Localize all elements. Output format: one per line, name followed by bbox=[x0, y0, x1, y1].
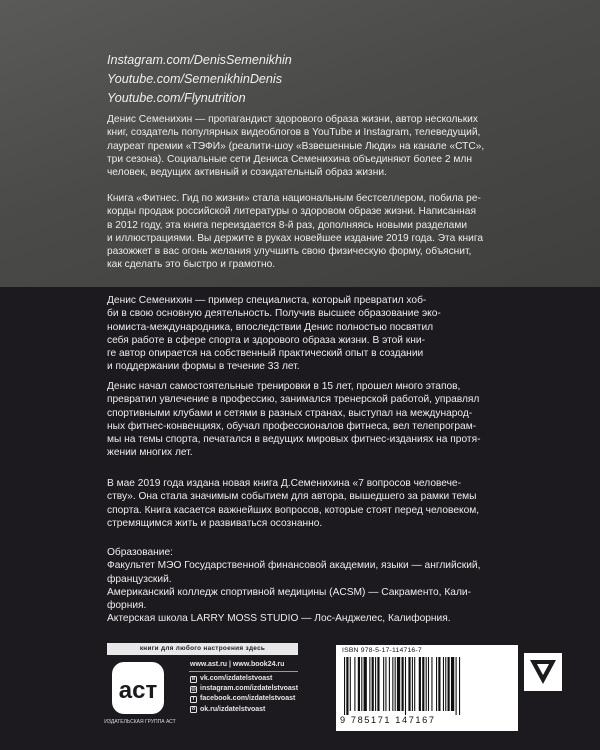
barcode-bar bbox=[354, 657, 355, 711]
text-line: Денис Семенихин — пример специалиста, который превратил хоб- bbox=[107, 295, 427, 306]
text-line: как сделать это быстро и грамотно. bbox=[107, 259, 276, 271]
barcode-bar bbox=[344, 657, 345, 715]
ok-icon: о bbox=[191, 706, 196, 713]
barcode-bar bbox=[383, 657, 384, 711]
barcode bbox=[342, 657, 512, 715]
barcode-bar bbox=[375, 657, 376, 711]
vk-link-text: vk.com/izdatelstvoast bbox=[200, 675, 273, 682]
text-line: номиста-международника, впоследствии Денис полностью посвятил bbox=[107, 321, 434, 333]
barcode-number: 9 785171 147167 bbox=[340, 715, 436, 725]
facebook-icon: f bbox=[190, 696, 197, 703]
barcode-bar bbox=[438, 657, 440, 711]
text-line: и поддержании формы в течение 33 лет. bbox=[107, 361, 300, 373]
text-line: в 2012 году, эта книга переиздается 8-й раз, дополняясь новыми разделами bbox=[107, 219, 468, 231]
text-line: и иллюстрациями. Вы держите в руках новейшее издание 2019 года. Эта книга bbox=[107, 232, 484, 244]
facebook-link-text: facebook.com/izdatelstvoast bbox=[200, 695, 296, 703]
vk-icon: в bbox=[191, 675, 196, 682]
text-line: ству». Она стала значимым событием для автора, вышедшего за рамки темы bbox=[107, 491, 477, 503]
barcode-panel bbox=[336, 645, 518, 731]
publisher-logo-text: аст bbox=[118, 677, 158, 704]
ok-link-text: ok.ru/izdatelstvoast bbox=[200, 705, 266, 713]
barcode-bar bbox=[377, 657, 379, 711]
text-line: стремящимся жить и развиваться осознанно. bbox=[107, 517, 323, 529]
specialist-paragraph bbox=[107, 294, 499, 374]
facebook-link[interactable] bbox=[190, 694, 298, 704]
barcode-bar bbox=[389, 657, 390, 711]
publisher-social-links bbox=[190, 674, 298, 715]
text-line: спортивными клубами и сетями в разных странах, выступал на международ- bbox=[107, 407, 473, 419]
text-line: человек, ведущих активный и созидательный образ жизни. bbox=[107, 167, 387, 179]
text-line: лауреат премии «ТЭФИ» (реалити-шоу «Взвешенные Люди» на канале «СТС», bbox=[107, 140, 485, 152]
barcode-bar bbox=[361, 657, 362, 711]
barcode-bar bbox=[358, 657, 360, 711]
barcode-bar bbox=[414, 657, 415, 711]
career-paragraph bbox=[107, 380, 499, 460]
barcode-bar bbox=[428, 657, 429, 711]
barcode-bar bbox=[426, 657, 427, 711]
text-line: три сезона). Социальные сети Дениса Семенихина объединяют более 2 млн bbox=[107, 153, 472, 165]
barcode-bar bbox=[456, 657, 457, 715]
barcode-bar bbox=[459, 657, 460, 715]
education-paragraph bbox=[107, 546, 499, 626]
imprint-v-logo bbox=[524, 653, 562, 691]
barcode-bar bbox=[350, 657, 351, 711]
publisher-tagline: книги для любого настроения здесь bbox=[107, 643, 298, 655]
barcode-bar bbox=[372, 657, 374, 711]
text-line: книг, создатель популярных видеоблогов в YouTube и Instagram, телеведущий, bbox=[107, 127, 481, 139]
text-line: разожжет в вас огонь желания улучшить свою физическую форму, объяснит, bbox=[107, 246, 472, 258]
barcode-bar bbox=[412, 657, 413, 711]
text-line: ге автор опирается на собственный практический опыт в создании bbox=[107, 348, 424, 360]
social-link-youtube-semenikhin[interactable]: Youtube.com/SemenikhinDenis bbox=[107, 72, 283, 86]
barcode-bar bbox=[395, 657, 396, 711]
ok-link[interactable] bbox=[190, 705, 298, 715]
instagram-icon: ◎ bbox=[191, 685, 196, 692]
text-line: Книга «Фитнес. Гид по жизни» стала национальным бестселлером, побила ре- bbox=[107, 193, 481, 204]
barcode-bar bbox=[422, 657, 424, 711]
instagram-link[interactable] bbox=[190, 684, 298, 694]
text-line: Актерская школа LARRY MOSS STUDIO — Лос-Анджелес, Калифорния. bbox=[107, 613, 451, 625]
text-line: корды продаж российской литературы о здоровом образе жизни. Написанная bbox=[107, 206, 476, 218]
new-book-paragraph bbox=[107, 477, 499, 530]
barcode-bar bbox=[397, 657, 400, 711]
book-description-paragraph bbox=[107, 192, 499, 272]
barcode-bar bbox=[443, 657, 444, 711]
text-line: жении многих лет. bbox=[107, 447, 193, 459]
barcode-bar bbox=[402, 657, 404, 711]
text-line: Факультет МЭО Государственной финансовой академии, языки — английский, bbox=[107, 560, 481, 572]
barcode-bar bbox=[451, 657, 454, 711]
text-line: форния. bbox=[107, 600, 147, 612]
barcode-bar bbox=[419, 657, 421, 711]
text-line: би в свою основную деятельность. Получив высшее образование эко- bbox=[107, 308, 441, 320]
barcode-bar bbox=[392, 657, 393, 711]
vk-link[interactable] bbox=[190, 674, 298, 684]
publisher-logo bbox=[110, 660, 166, 718]
text-line: спорта. Книга касается важнейших вопросов, которые стоят перед человеком, bbox=[107, 504, 480, 516]
text-line: превратил увлечение в профессию, занимался тренерской работой, управлял bbox=[107, 394, 480, 406]
text-line: Денис Семенихин — пропагандист здорового образа жизни, автор нескольких bbox=[107, 114, 478, 125]
barcode-bar bbox=[431, 657, 432, 711]
text-line: ных фитнес-конвенциях, обучал профессионалов фитнеса, вел телепрограм- bbox=[107, 420, 477, 432]
barcode-bar bbox=[364, 657, 367, 711]
text-line: Денис начал самостоятельные тренировки в 15 лет, прошел много этапов, bbox=[107, 381, 461, 392]
barcode-bar bbox=[369, 657, 370, 711]
author-bio-paragraph bbox=[107, 113, 499, 179]
divider bbox=[189, 671, 298, 672]
text-line: французский. bbox=[107, 573, 172, 585]
barcode-bar bbox=[448, 657, 450, 711]
text-line: мы на темы спорта, печатался в ведущих мировых фитнес-изданиях на протя- bbox=[107, 434, 481, 446]
barcode-bar bbox=[436, 657, 437, 711]
barcode-bar bbox=[445, 657, 446, 711]
instagram-link-text: instagram.com/izdatelstvoast bbox=[200, 685, 299, 693]
text-line: Образование: bbox=[107, 547, 173, 558]
barcode-bar bbox=[405, 657, 406, 715]
social-link-youtube-flynutrition[interactable]: Youtube.com/Flynutrition bbox=[107, 91, 246, 105]
barcode-bar bbox=[408, 657, 410, 711]
barcode-bar bbox=[346, 657, 348, 715]
social-link-instagram[interactable]: Instagram.com/DenisSemenikhin bbox=[107, 53, 292, 67]
text-line: Американский колледж спортивной медицины (ACSM) — Сакраменто, Кали- bbox=[107, 586, 471, 598]
isbn-label: ISBN 978-5-17-114716-7 bbox=[342, 647, 422, 654]
barcode-bar bbox=[385, 657, 386, 711]
publisher-name: ИЗДАТЕЛЬСКАЯ ГРУППА АСТ bbox=[104, 719, 176, 725]
text-line: себя работе в сфере спорта и здорового образа жизни. В этой кни- bbox=[107, 334, 425, 346]
text-line: В мае 2019 года издана новая книга Д.Семенихина «7 вопросов человече- bbox=[107, 478, 461, 489]
publisher-websites[interactable]: www.ast.ru | www.book24.ru bbox=[190, 661, 285, 668]
social-links bbox=[107, 51, 292, 108]
